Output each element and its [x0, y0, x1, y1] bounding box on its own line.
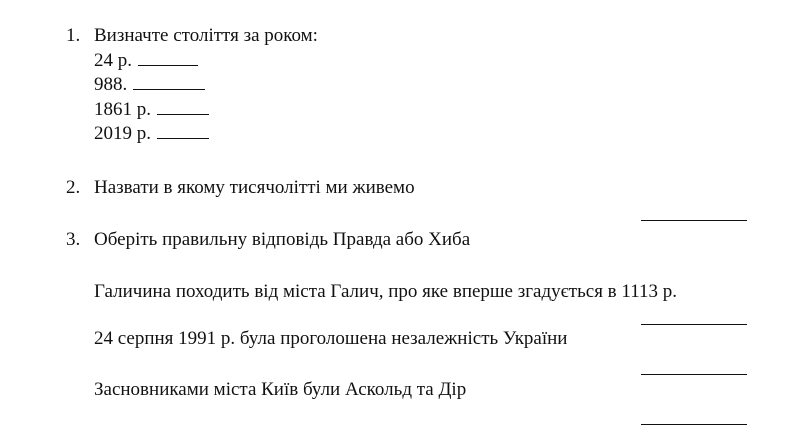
question-1-item-3 — [94, 98, 209, 122]
question-1-item-2 — [94, 73, 205, 97]
question-1-text: Визначте століття за роком: — [94, 25, 318, 46]
answer-blank — [133, 89, 205, 90]
question-2-text: Назвати в якому тисячолітті ми живемо — [94, 177, 415, 198]
answer-blank — [157, 138, 209, 139]
answer-line — [641, 324, 747, 325]
year-label: 988. — [94, 74, 128, 95]
statement-3: Засновниками міста Київ були Аскольд та Дір — [94, 379, 467, 400]
statement-1: Галичина походить від міста Галич, про яке вперше згадується в 1113 р. — [94, 281, 677, 302]
question-2-number: 2. — [66, 177, 81, 198]
question-3-number: 3. — [66, 229, 81, 250]
statement-2: 24 серпня 1991 р. була проголошена незалежність України — [94, 328, 568, 349]
year-label: 24 р. — [94, 50, 132, 71]
answer-line — [641, 374, 747, 375]
question-1-item-4 — [94, 122, 209, 146]
answer-blank — [138, 65, 198, 66]
question-1-number: 1. — [66, 25, 81, 46]
year-label: 1861 р. — [94, 99, 151, 120]
year-label: 2019 р. — [94, 123, 151, 144]
question-3-text: Оберіть правильну відповідь Правда або Хиба — [94, 229, 471, 250]
question-1-item-1 — [94, 49, 198, 73]
answer-line — [641, 424, 747, 425]
answer-line — [641, 220, 747, 221]
answer-blank — [157, 114, 209, 115]
